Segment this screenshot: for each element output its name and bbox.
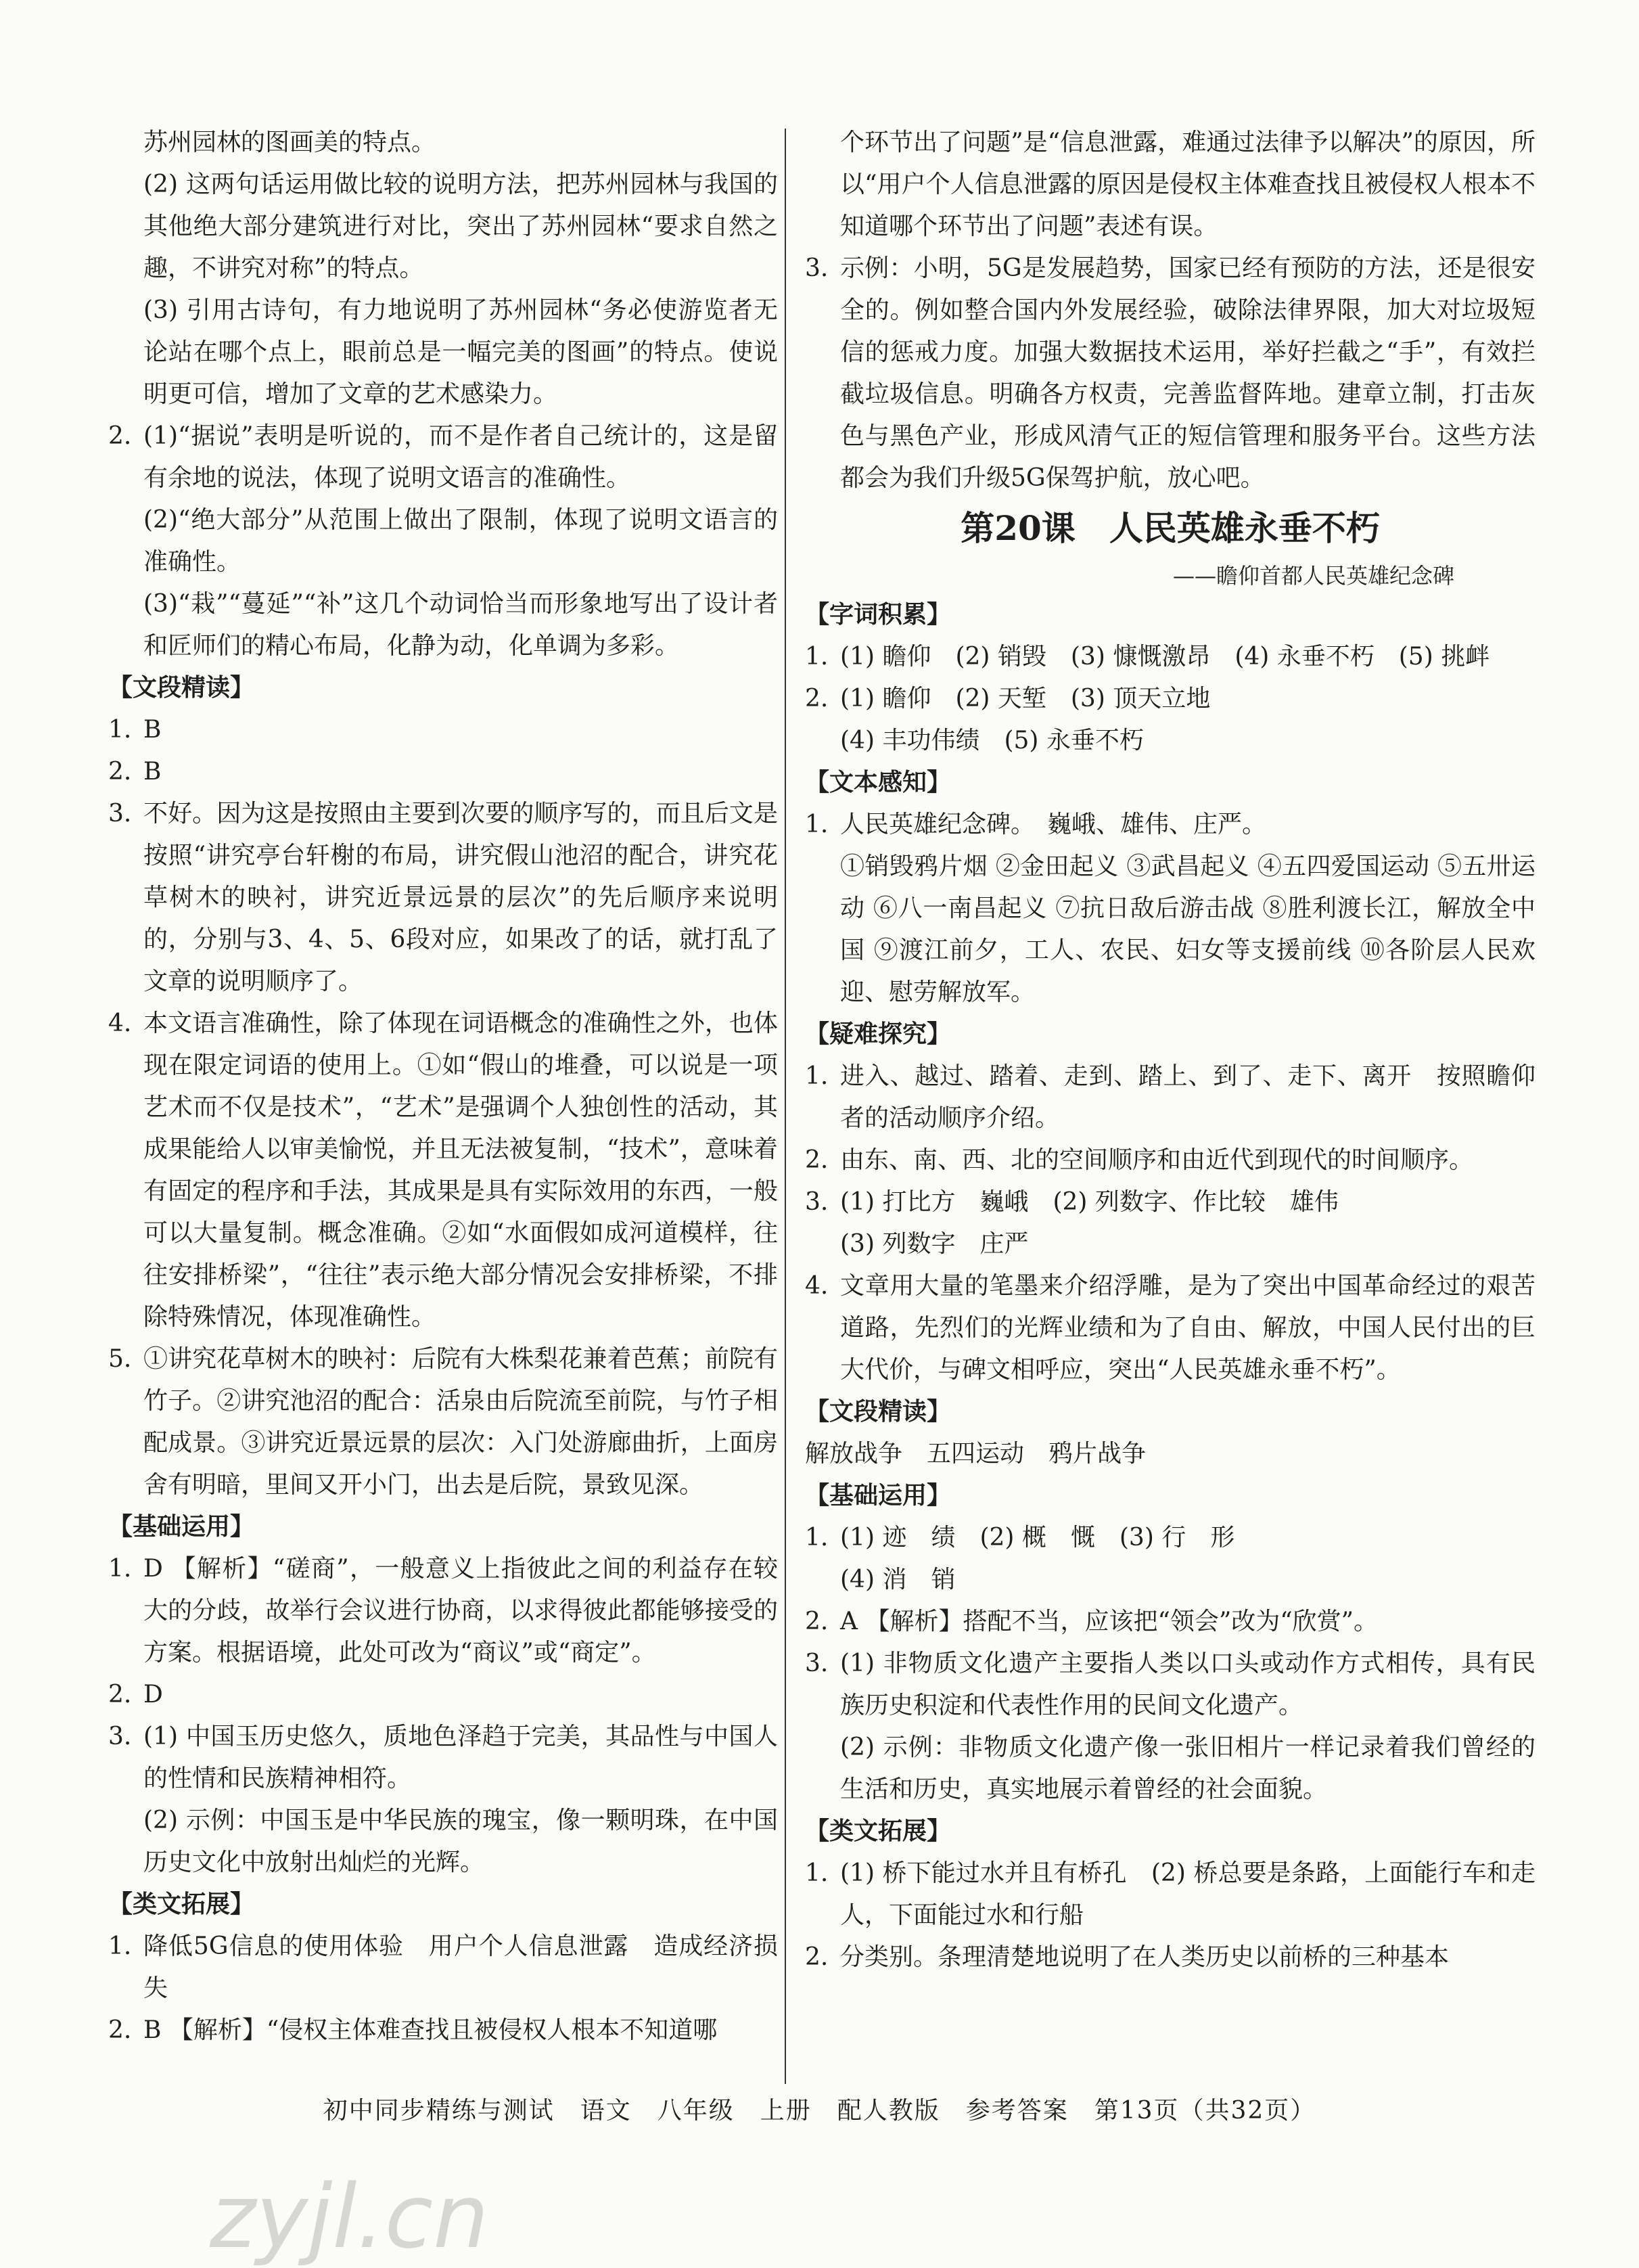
answer-sub: (2)“绝大部分”从范围上做出了限制，体现了说明文语言的准确性。 (143, 506, 778, 576)
answer-sub: (4) 消 销 (840, 1566, 956, 1593)
answer-sub: (2) 示例：中国玉是中华民族的瑰宝，像一颗明珠，在中国历史文化中放射出灿烂的光辉。 (143, 1807, 778, 1876)
answer-item: 4. 本文语言准确性，除了体现在词语概念的准确性之外，也体现在限定词语的使用上。①如“假山的堆叠，可以说是一项艺术而不仅是技术”，“艺术”是强调个人独创性的活动，其成果能给人以审美愉悦，并且无法被复制，“技术”，意味着有固定的程序和手法，其成果是具有实际效用的东西，一般可以大量复制。概念准确。②如“水面假如成河道模样，往往安排桥梁”，“往往”表示绝大部分情况会安排桥梁，不排除特殊情况，体现准确性。 (108, 1010, 778, 1331)
left-column (108, 122, 778, 2051)
lesson-title: 第20课 人民英雄永垂不朽 (961, 508, 1380, 548)
section-heading-wenduan: 【文段精读】 (108, 674, 255, 702)
right-column (805, 122, 1536, 1978)
section-heading-jichu: 【基础运用】 (805, 1482, 952, 1510)
answer-item: 2. 由东、南、西、北的空间顺序和由近代到现代的时间顺序。 (805, 1146, 1474, 1174)
answer-item: 1. (1) 迹 绩 (2) 概 慨 (3) 行 形 (805, 1524, 1235, 1551)
answer-item: 2. 分类别。条理清楚地说明了在人类历史以前桥的三种基本 (805, 1943, 1450, 1971)
answer-item: 1. 降低5G信息的使用体验 用户个人信息泄露 造成经济损失 (108, 1932, 778, 2002)
answer-item: 5. ①讲究花草树木的映衬：后院有大株梨花兼着芭蕉；前院有竹子。②讲究池沼的配合：活泉由后院流至前院，与竹子相配成景。③讲究近景远景的层次：入门处游廊曲折，上面房舍有明暗，里间又开小门，出去是后院，景致见深。 (108, 1345, 778, 1499)
section-heading-leiwen: 【类文拓展】 (805, 1817, 952, 1845)
column-divider (785, 129, 786, 2084)
answer-item: 2. B (108, 758, 162, 786)
continued-text: 个环节出了问题”是“信息泄露，难通过法律予以解决”的原因，所以“用户个人信息泄露的原因是侵权主体难查找且被侵权人根本不知道哪个环节出了问题”表述有误。 (840, 129, 1536, 240)
answer-item: 1. (1) 瞻仰 (2) 销毁 (3) 慷慨激昂 (4) 永垂不朽 (5) 挑衅 (805, 643, 1490, 671)
answer-item: 3. (1) 打比方 巍峨 (2) 列数字、作比较 雄伟 (805, 1188, 1339, 1216)
answer-item: 3. (1) 中国玉历史悠久，质地色泽趋于完美，其品性与中国人的性情和民族精神相符。 (108, 1723, 778, 1792)
answer-item: 1. 人民英雄纪念碑。 巍峨、雄伟、庄严。 (805, 811, 1267, 838)
answer-item: 1. (1) 桥下能过水并且有桥孔 (2) 桥总要是条路，上面能行车和走人，下面能过水和行船 (805, 1859, 1536, 1929)
answer-sub: ①销毁鸦片烟 ②金田起义 ③武昌起义 ④五四爱国运动 ⑤五卅运动 ⑥八一南昌起义 ⑦抗日敌后游击战 ⑧胜利渡长江，解放全中国 ⑨渡江前夕，工人、农民、妇女等支援前线 ⑩各阶层人民欢迎、慰劳解放军。 (840, 853, 1536, 1006)
section-heading-yinan: 【疑难探究】 (805, 1020, 952, 1048)
answer-item: 2. (1)“据说”表明是听说的，而不是作者自己统计的，这是留有余地的说法，体现了说明文语言的准确性。 (108, 422, 778, 492)
answer-sub: (4) 丰功伟绩 (5) 永垂不朽 (840, 727, 1144, 754)
answer-item: 1. B (108, 716, 162, 744)
section-heading-jichu: 【基础运用】 (108, 1513, 255, 1541)
answer-item: 2. A 【解析】搭配不当，应该把“领会”改为“欣赏”。 (805, 1608, 1379, 1635)
answer-item: 2. (1) 瞻仰 (2) 天堑 (3) 顶天立地 (805, 685, 1211, 712)
answer-item: 3. 不好。因为这是按照由主要到次要的顺序写的，而且后文是按照“讲究亭台轩榭的布局，讲究假山池沼的配合，讲究花草树木的映衬，讲究近景远景的层次”的先后顺序来说明的，分别与3、4、5、6段对应，如果改了的话，就打乱了文章的说明顺序了。 (108, 800, 778, 995)
answer-item: 4. 文章用大量的笔墨来介绍浮雕，是为了突出中国革命经过的艰苦道路，先烈们的光辉业绩和为了自由、解放，中国人民付出的巨大代价，与碑文相呼应，突出“人民英雄永垂不朽”。 (805, 1272, 1536, 1384)
intro-line: 苏州园林的图画美的特点。 (143, 129, 436, 156)
answer-item: 1. D 【解析】“磋商”，一般意义上指彼此之间的利益存在较大的分歧，故举行会议进行协商，以求得彼此都能够接受的方案。根据语境，此处可改为“商议”或“商定”。 (108, 1555, 778, 1666)
answer-sub: (3)“栽”“蔓延”“补”这几个动词恰当而形象地写出了设计者和匠师们的精心布局，化静为动，化单调为多彩。 (143, 590, 778, 660)
section-heading-zici: 【字词积累】 (805, 601, 952, 629)
page-footer: 初中同步精练与测试 语文 八年级 上册 配人教版 参考答案 第13页（共32页） (323, 2097, 1316, 2125)
answer-item: 2. B 【解析】“侵权主体难查找且被侵权人根本不知道哪 (108, 2016, 718, 2044)
section-heading-wenben: 【文本感知】 (805, 769, 952, 796)
lesson-subtitle: ——瞻仰首都人民英雄纪念碑 (1172, 563, 1454, 589)
answer-item: 3. (1) 非物质文化遗产主要指人类以口头或动作方式相传，具有民族历史积淀和代表性作用的民间文化遗产。 (805, 1650, 1536, 1719)
intro-sub-2: (2) 这两句话运用做比较的说明方法，把苏州园林与我国的其他绝大部分建筑进行对比，突出了苏州园林“要求自然之趣，不讲究对称”的特点。 (143, 171, 778, 282)
section-heading-wenduan: 【文段精读】 (805, 1398, 952, 1426)
intro-sub-3: (3) 引用古诗句，有力地说明了苏州园林“务必使游览者无论站在哪个点上，眼前总是一幅完美的图画”的特点。使说明更可信，增加了文章的艺术感染力。 (143, 296, 778, 408)
watermark: zyjl.cn (210, 2165, 489, 2268)
answer-item: 3. 示例：小明，5G是发展趋势，国家已经有预防的方法，还是很安全的。例如整合国内外发展经验，破除法律界限，加大对垃圾短信的惩戒力度。加强大数据技术运用，举好拦截之“手”，有效拦截垃圾信息。明确各方权责，完善监督阵地。建章立制，打击灰色与黑色产业，形成风清气正的短信管理和服务平台。这些方法都会为我们升级5G保驾护航，放心吧。 (805, 254, 1536, 492)
answer-sub: (2) 示例：非物质文化遗产像一张旧相片一样记录着我们曾经的生活和历史，真实地展示着曾经的社会面貌。 (840, 1733, 1536, 1803)
answer-item: 1. 进入、越过、踏着、走到、踏上、到了、走下、离开 按照瞻仰者的活动顺序介绍。 (805, 1062, 1536, 1132)
answer-line: 解放战争 五四运动 鸦片战争 (805, 1440, 1147, 1468)
answer-item: 2. D (108, 1681, 163, 1708)
answer-sub: (3) 列数字 庄严 (840, 1230, 1029, 1258)
section-heading-leiwen: 【类文拓展】 (108, 1890, 255, 1918)
